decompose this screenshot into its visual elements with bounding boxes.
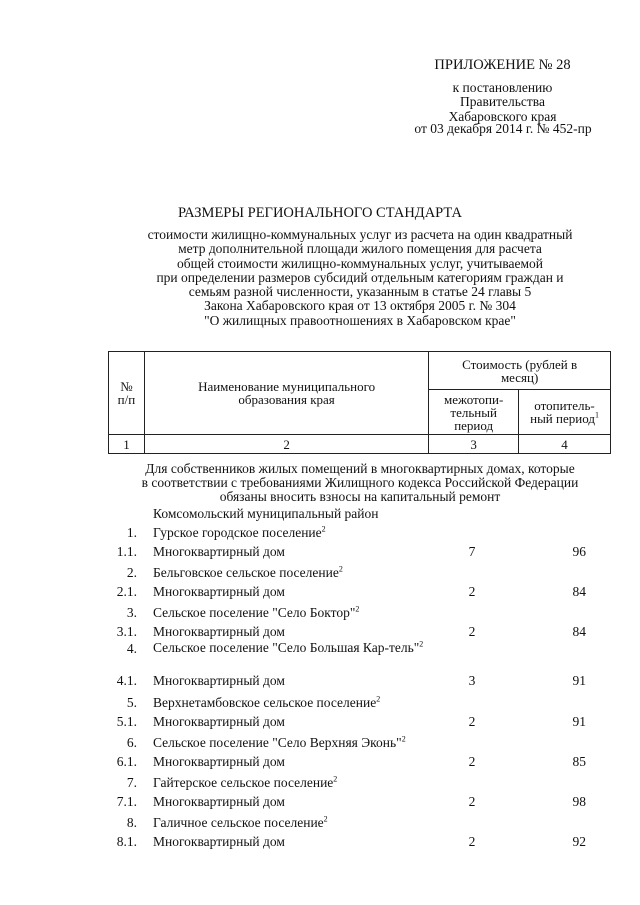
document-subtitle <box>100 228 620 328</box>
row-name: Многоквартирный дом <box>153 794 285 809</box>
subtitle-line: общей стоимости жилищно-коммунальных услуг, учитываемой <box>176 255 544 271</box>
footnote-marker: 2 <box>401 734 406 744</box>
footnote-marker: 2 <box>333 774 338 784</box>
appendix-number: ПРИЛОЖЕНИЕ № 28 <box>434 57 571 73</box>
table-row <box>0 754 640 774</box>
table-row <box>0 673 640 693</box>
row-heating-value: 96 <box>572 544 586 559</box>
row-name: Сельское поселение "Село Верхняя Эконь"$^2$ <box>153 734 406 750</box>
table-row <box>0 525 640 545</box>
footnote-marker: 2 <box>419 639 424 649</box>
appendix-line: Правительства <box>460 94 545 109</box>
row-name: Гайтерское сельское поселение$^2$ <box>153 774 338 790</box>
appendix-date: от 03 декабря 2014 г. № 452-пр <box>414 121 592 136</box>
row-number: 5.1. <box>116 714 137 729</box>
table-row <box>0 775 640 795</box>
table-row <box>0 714 640 734</box>
row-off-season-value: 2 <box>468 714 476 729</box>
row-name: Многоквартирный дом <box>153 624 285 639</box>
row-heating-value: 84 <box>572 624 586 639</box>
row-off-season-value: 2 <box>468 624 476 639</box>
header-index: 2 <box>144 435 428 454</box>
subtitle-line: "О жилищных правоотношениях в Хабаровском крае" <box>204 312 516 328</box>
header-number: № п/п <box>109 352 145 435</box>
subtitle-line: семьям разной численности, указанным в статье 24 главы 5 <box>188 284 532 300</box>
appendix-line: Хабаровского края <box>448 108 557 124</box>
table-row <box>0 565 640 585</box>
row-number: 2. <box>126 565 137 580</box>
row-number: 7. <box>126 775 137 790</box>
table-row <box>0 584 640 604</box>
row-name: Гурское городское поселение$^2$ <box>153 524 326 540</box>
row-off-season-value: 3 <box>468 673 476 688</box>
row-name: Многоквартирный дом <box>153 544 285 559</box>
table-row <box>0 695 640 715</box>
row-number: 7.1. <box>116 794 137 809</box>
table-row <box>0 815 640 835</box>
footnote-marker: 2 <box>323 814 328 824</box>
row-name: Многоквартирный дом <box>153 584 285 599</box>
table-row <box>0 641 640 661</box>
row-name: Многоквартирный дом <box>153 714 285 729</box>
subtitle-line: метр дополнительной площади жилого помещения для расчета <box>178 241 542 257</box>
row-number: 5. <box>126 695 137 710</box>
row-number: 3. <box>126 605 137 620</box>
row-off-season-value: 7 <box>468 544 476 559</box>
row-number: 8.1. <box>116 834 137 849</box>
table-header <box>108 351 611 454</box>
table-row <box>0 834 640 854</box>
row-name: Бельговское сельское поселение$^2$ <box>153 564 343 580</box>
row-name: Сельское поселение "Село Большая Кар-тель"$^2$ <box>153 639 424 655</box>
row-off-season-value: 2 <box>468 794 476 809</box>
row-heating-value: 85 <box>572 754 586 769</box>
row-name: Многоквартирный дом <box>153 754 285 769</box>
section-line: обязаны вносить взносы на капитальный ремонт <box>219 489 501 504</box>
row-name: Сельское поселение "Село Боктор"$^2$ <box>153 604 360 620</box>
section-line: в соответствии с требованиями Жилищного кодекса Российской Федерации <box>141 475 579 490</box>
row-number: 8. <box>126 815 137 830</box>
row-number: 1. <box>126 525 137 540</box>
row-off-season-value: 2 <box>468 754 476 769</box>
row-name: Верхнетамбовское сельское поселение$^2$ <box>153 694 381 710</box>
row-name: Галичное сельское поселение$^2$ <box>153 814 328 830</box>
row-heating-value: 91 <box>572 714 586 729</box>
header-off-season: межотопи-тельный период <box>429 390 519 435</box>
subtitle-line: при определении размеров субсидий отдельным категориям граждан и <box>156 269 564 285</box>
footnote-marker: 2 <box>376 694 381 704</box>
row-number: 2.1. <box>116 584 137 599</box>
row-heating-value: 84 <box>572 584 586 599</box>
subtitle-line: стоимости жилищно-коммунальных услуг из расчета на один квадратный <box>147 227 573 242</box>
row-number: 4. <box>126 641 137 656</box>
row-number: 3.1. <box>116 624 137 639</box>
appendix-line: к постановлению <box>452 79 553 95</box>
section-line: Для собственников жилых помещений в многоквартирных домах, которые <box>145 461 575 476</box>
header-index: 4 <box>519 435 611 454</box>
row-number: 4.1. <box>116 673 137 688</box>
row-heating-value: 92 <box>572 834 586 849</box>
section-heading <box>100 462 620 504</box>
footnote-marker: 2 <box>321 524 326 534</box>
table-row <box>0 735 640 755</box>
subtitle-line: Закона Хабаровского края от 13 октября 2005 г. № 304 <box>204 298 516 314</box>
document-title: РАЗМЕРЫ РЕГИОНАЛЬНОГО СТАНДАРТА <box>177 205 463 221</box>
row-name: Многоквартирный дом <box>153 834 285 849</box>
row-number: 6. <box>126 735 137 750</box>
row-name: Многоквартирный дом <box>153 673 285 688</box>
row-number: 6.1. <box>116 754 137 769</box>
row-off-season-value: 2 <box>468 834 476 849</box>
row-number: 1.1. <box>116 544 137 559</box>
row-heating-value: 98 <box>572 794 586 809</box>
table-row <box>0 544 640 564</box>
row-heating-value: 91 <box>572 673 586 688</box>
table-row <box>0 605 640 625</box>
header-index: 3 <box>429 435 519 454</box>
header-index: 1 <box>109 435 145 454</box>
table-row <box>0 794 640 814</box>
appendix-block <box>395 57 610 136</box>
header-cost: Стоимость (рублей в месяц) <box>429 352 611 390</box>
district-name: Комсомольский муниципальный район <box>153 506 379 521</box>
row-off-season-value: 2 <box>468 584 476 599</box>
header-name: Наименование муниципального образования края <box>144 352 428 435</box>
footnote-marker: 2 <box>338 564 343 574</box>
header-heating-season: отопитель-ный период$^1$ <box>519 390 611 435</box>
footnote-marker: 2 <box>355 604 360 614</box>
